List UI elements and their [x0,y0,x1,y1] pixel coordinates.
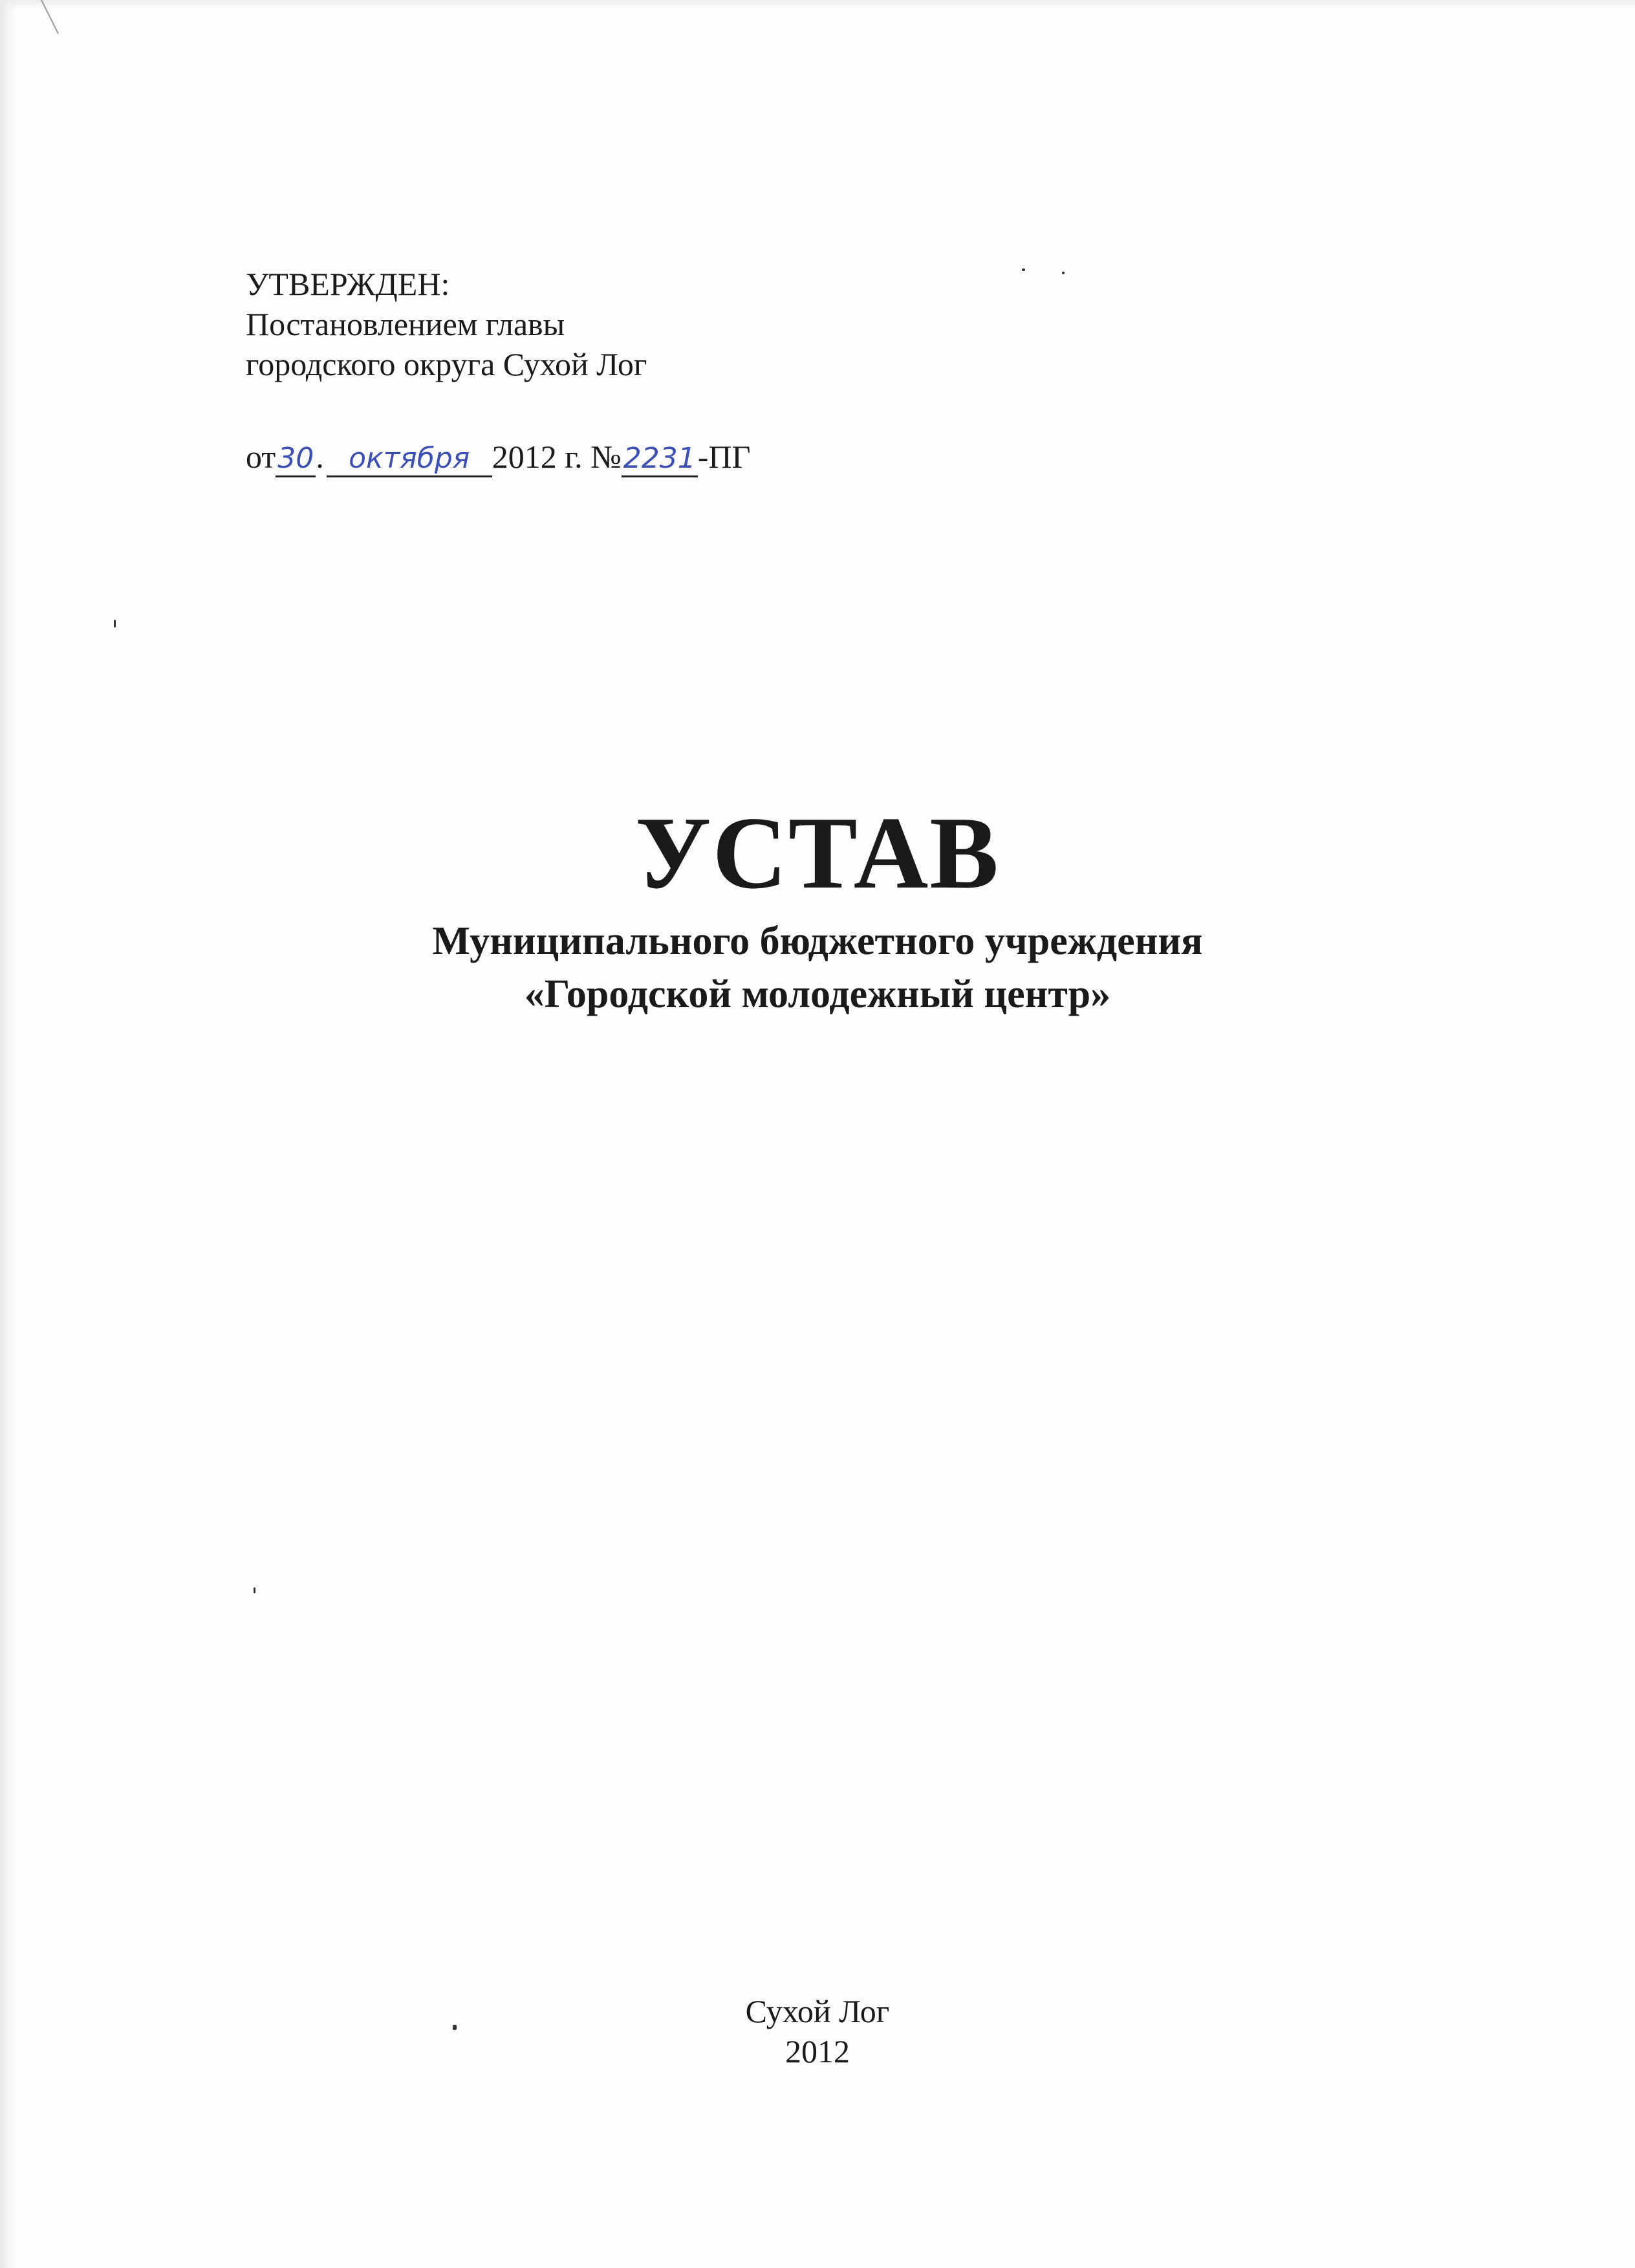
approval-date-line [246,437,750,477]
date-separator: . [316,439,324,475]
scan-left-edge [0,0,17,2268]
handwritten-day: 30 [276,442,316,477]
date-prefix: от [246,439,276,475]
scan-speck [1062,272,1065,274]
scan-speck [453,2025,457,2030]
handwritten-month: октября [327,442,492,477]
scan-top-edge [0,0,1635,9]
scan-speck [114,620,116,627]
subtitle-line-2: «Городской молодежный центр» [524,972,1111,1016]
subtitle-line-1: Муниципального бюджетного учреждения [432,919,1203,963]
handwritten-number: 2231 [622,442,698,477]
footer-year: 2012 [785,2033,850,2069]
date-year-text: 2012 г. № [492,439,622,475]
approval-line-2: городского округа Сухой Лог [246,346,647,382]
document-footer [0,1991,1635,2071]
scan-speck [1022,268,1025,271]
corner-fold-mark [39,0,65,39]
approval-block [246,264,647,384]
footer-city: Сухой Лог [745,1993,890,2029]
approval-line-1: Постановлением главы [246,306,565,342]
document-title: УСТАВ [635,795,1000,910]
scan-speck [254,1587,255,1593]
document-subtitle [0,915,1635,1021]
date-suffix: -ПГ [697,439,751,475]
approval-label: УТВЕРЖДЕН: [246,266,450,302]
